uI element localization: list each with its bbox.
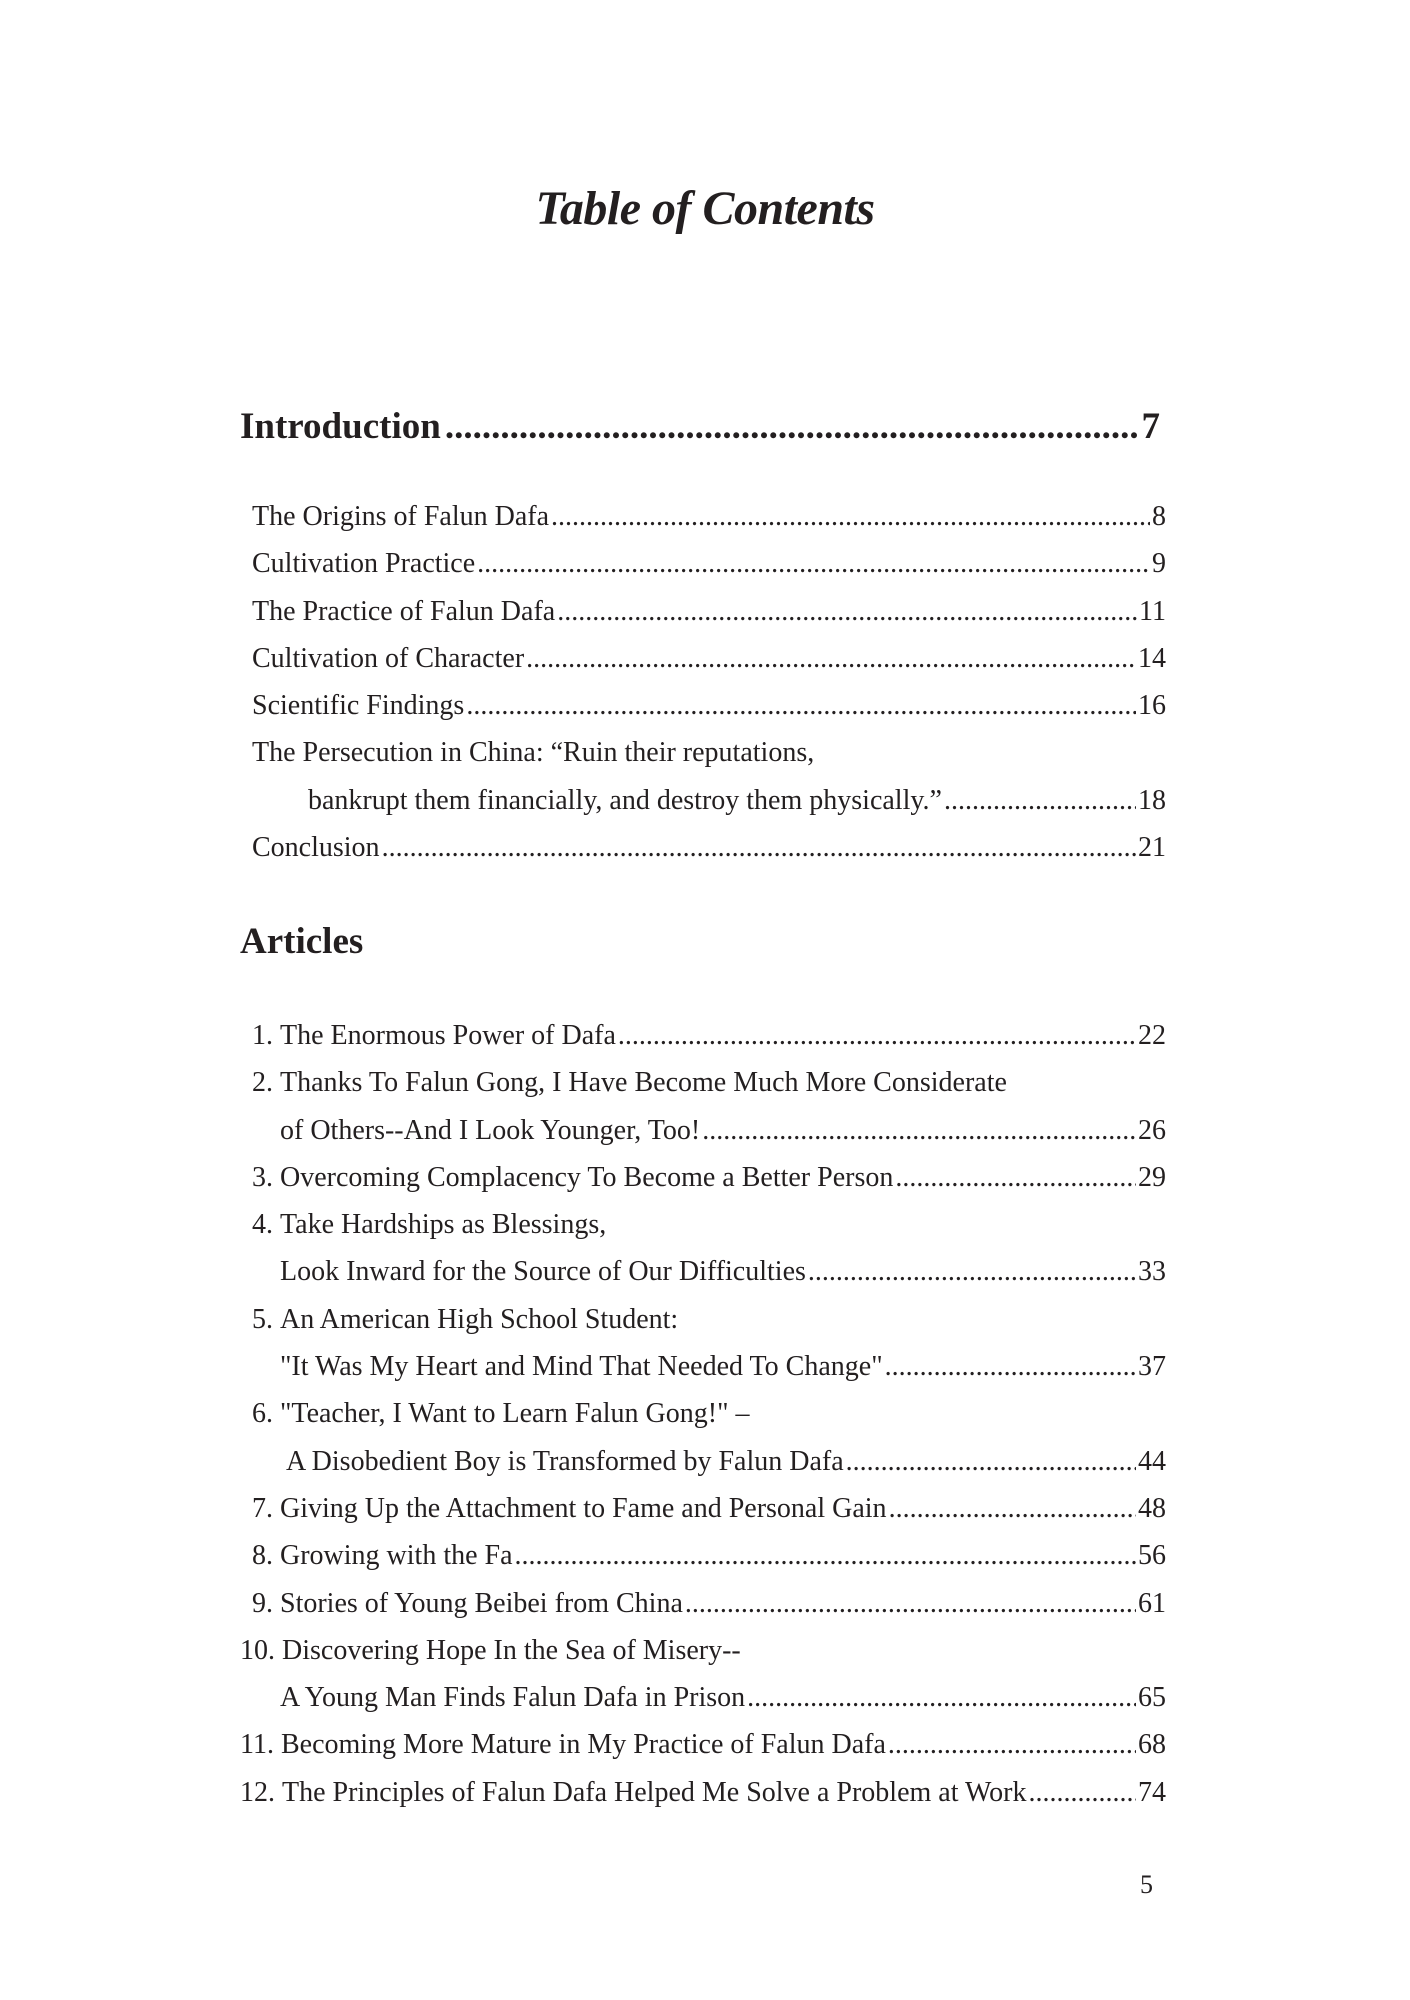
toc-entry[interactable] <box>240 1721 1166 1768</box>
dot-leader <box>747 1674 1136 1721</box>
entry-page: 33 <box>1138 1256 1166 1288</box>
entry-title: An American High School Student: <box>280 1303 679 1335</box>
entry-title: The Practice of Falun Dafa <box>252 595 556 627</box>
entry-title: The Principles of Falun Dafa Helped Me Solve a Problem at Work <box>282 1776 1027 1808</box>
dot-leader <box>888 1721 1136 1768</box>
dot-leader <box>944 777 1136 824</box>
entry-number: 7. <box>252 1492 273 1524</box>
entry-title: Giving Up the Attachment to Fame and Personal Gain <box>280 1492 887 1524</box>
dot-leader <box>808 1248 1136 1295</box>
toc-entry-continuation[interactable] <box>240 1343 1166 1390</box>
toc-entry[interactable] <box>240 1012 1166 1059</box>
entry-title: Discovering Hope In the Sea of Misery-- <box>282 1634 741 1666</box>
dot-leader <box>445 405 1138 448</box>
dot-leader <box>466 682 1136 729</box>
entry-title: Thanks To Falun Gong, I Have Become Much More Considerate <box>280 1067 1007 1099</box>
dot-leader <box>885 1343 1136 1390</box>
entry-number: 9. <box>252 1587 273 1619</box>
dot-leader <box>515 1532 1136 1579</box>
dot-leader <box>477 540 1150 587</box>
entry-number: 10. <box>240 1634 275 1666</box>
entry-title: Overcoming Complacency To Become a Better Person <box>280 1161 894 1193</box>
entry-number: 8. <box>252 1540 273 1572</box>
toc-entry-introduction[interactable] <box>240 405 1160 448</box>
entry-page: 8 <box>1152 501 1166 532</box>
toc-entry[interactable] <box>240 1201 1166 1248</box>
toc-entry[interactable] <box>240 1154 1166 1201</box>
articles-heading: Articles <box>240 921 364 962</box>
toc-entry[interactable] <box>252 540 1166 587</box>
toc-entry[interactable] <box>252 729 1166 776</box>
toc-entry[interactable] <box>240 1059 1166 1106</box>
introduction-page: 7 <box>1141 406 1160 447</box>
entry-title: The Persecution in China: “Ruin their reputations, <box>252 737 815 769</box>
entry-title-continuation: Look Inward for the Source of Our Difficulties <box>280 1256 806 1288</box>
entry-page: 37 <box>1138 1351 1166 1383</box>
toc-entry[interactable] <box>240 1580 1166 1627</box>
entry-number: 2. <box>252 1067 273 1099</box>
entry-page: 21 <box>1138 832 1166 864</box>
toc-entry-continuation[interactable] <box>240 1674 1166 1721</box>
dot-leader <box>526 635 1136 682</box>
dot-leader <box>685 1580 1136 1627</box>
entry-title: Take Hardships as Blessings, <box>280 1209 607 1241</box>
entry-page: 11 <box>1139 595 1166 627</box>
entry-title-continuation: A Disobedient Boy is Transformed by Falun Dafa <box>286 1445 844 1477</box>
articles-list <box>240 1012 1166 1816</box>
entry-title: The Enormous Power of Dafa <box>280 1020 616 1051</box>
entry-title-continuation: "It Was My Heart and Mind That Needed To Change" <box>280 1351 883 1383</box>
entry-page: 18 <box>1138 784 1166 816</box>
entry-title-continuation: bankrupt them financially, and destroy them physically.” <box>308 784 942 816</box>
entry-title: The Origins of Falun Dafa <box>252 501 550 532</box>
entry-number: 3. <box>252 1161 273 1193</box>
dot-leader <box>551 493 1150 540</box>
introduction-list <box>252 493 1166 871</box>
entry-title: Growing with the Fa <box>280 1540 513 1572</box>
entry-page: 9 <box>1152 548 1166 580</box>
entry-number: 6. <box>252 1398 273 1430</box>
entry-page: 56 <box>1138 1540 1166 1572</box>
entry-page: 22 <box>1138 1020 1166 1051</box>
toc-entry[interactable] <box>240 1627 1166 1674</box>
toc-entry-continuation[interactable] <box>240 1248 1166 1295</box>
entry-page: 74 <box>1138 1776 1166 1808</box>
entry-title: Cultivation of Character <box>252 642 525 674</box>
toc-entry[interactable] <box>252 635 1166 682</box>
dot-leader <box>618 1012 1136 1059</box>
toc-entry[interactable] <box>240 1485 1166 1532</box>
entry-number: 12. <box>240 1776 275 1808</box>
toc-entry[interactable] <box>252 824 1166 871</box>
dot-leader <box>846 1438 1136 1485</box>
entry-title: "Teacher, I Want to Learn Falun Gong!" – <box>280 1398 750 1430</box>
toc-entry-continuation[interactable] <box>240 1438 1166 1485</box>
dot-leader <box>1029 1769 1136 1816</box>
toc-entry-continuation[interactable] <box>252 777 1166 824</box>
toc-entry-continuation[interactable] <box>240 1107 1166 1154</box>
entry-number: 11. <box>240 1729 274 1761</box>
entry-number: 4. <box>252 1209 273 1241</box>
entry-page: 48 <box>1138 1492 1166 1524</box>
entry-page: 65 <box>1138 1682 1166 1714</box>
toc-entry[interactable] <box>252 588 1166 635</box>
entry-title: Conclusion <box>252 832 380 864</box>
dot-leader <box>895 1154 1136 1201</box>
page-title: Table of Contents <box>535 182 875 235</box>
entry-page: 61 <box>1138 1587 1166 1619</box>
entry-page: 26 <box>1138 1114 1166 1146</box>
toc-entry[interactable] <box>252 493 1166 540</box>
entry-number: 1. <box>252 1020 273 1051</box>
entry-title-continuation: A Young Man Finds Falun Dafa in Prison <box>280 1682 746 1714</box>
toc-entry[interactable] <box>240 1769 1166 1816</box>
entry-title: Becoming More Mature in My Practice of Falun Dafa <box>280 1729 886 1761</box>
dot-leader <box>702 1107 1136 1154</box>
entry-page: 44 <box>1138 1445 1166 1477</box>
entry-number: 5. <box>252 1303 273 1335</box>
entry-title: Scientific Findings <box>252 690 465 722</box>
entry-title: Stories of Young Beibei from China <box>280 1587 683 1619</box>
toc-entry[interactable] <box>252 682 1166 729</box>
dot-leader <box>557 588 1137 635</box>
toc-entry[interactable] <box>240 1296 1166 1343</box>
entry-page: 14 <box>1138 642 1166 674</box>
dot-leader <box>889 1485 1136 1532</box>
entry-title-continuation: of Others--And I Look Younger, Too! <box>280 1114 701 1146</box>
introduction-heading: Introduction <box>240 406 441 447</box>
toc-entry[interactable] <box>240 1532 1166 1579</box>
page-number: 5 <box>1140 1870 1153 1899</box>
dot-leader <box>382 824 1136 871</box>
entry-title: Cultivation Practice <box>252 548 476 580</box>
toc-entry[interactable] <box>240 1390 1166 1437</box>
entry-page: 29 <box>1138 1161 1166 1193</box>
entry-page: 68 <box>1138 1729 1166 1761</box>
entry-page: 16 <box>1138 690 1166 722</box>
